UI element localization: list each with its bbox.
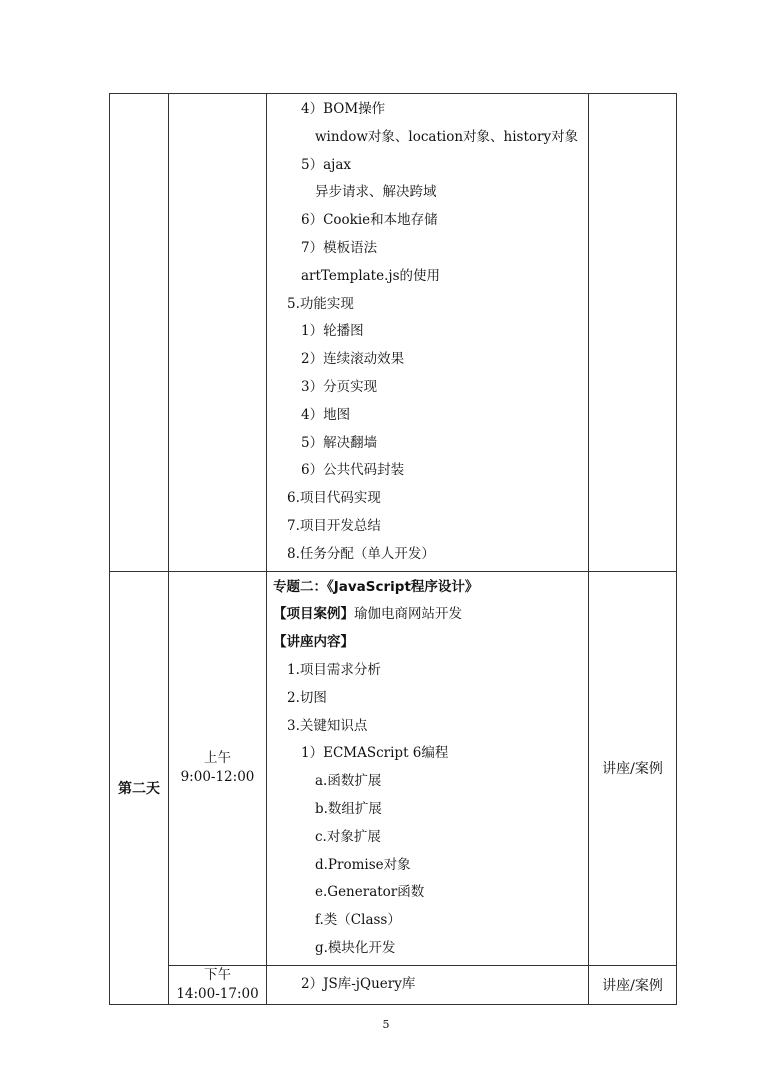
content-line: 5）ajax bbox=[301, 156, 351, 173]
content-line: g.模块化开发 bbox=[315, 939, 396, 956]
content-line: 3.关键知识点 bbox=[287, 717, 368, 734]
content-line-rest: 瑜伽电商网站开发 bbox=[354, 606, 462, 623]
content-line: d.Promise对象 bbox=[315, 856, 411, 873]
method-cell-afternoon: 讲座/案例 bbox=[589, 965, 677, 1004]
content-line: 1.项目需求分析 bbox=[287, 661, 381, 678]
time-cell-morning bbox=[169, 571, 267, 965]
content-line: 6.项目代码实现 bbox=[287, 490, 381, 507]
content-line: 2）JS库-jQuery库 bbox=[301, 975, 416, 992]
content-cell-continued bbox=[267, 94, 589, 572]
table-row-day2-afternoon bbox=[110, 965, 677, 1004]
method-cell-morning: 讲座/案例 bbox=[589, 571, 677, 965]
content-line: 6）公共代码封装 bbox=[301, 462, 405, 479]
table-row-day2-morning bbox=[110, 571, 677, 965]
content-line: 异步请求、解决跨域 bbox=[315, 184, 437, 201]
page-number: 5 bbox=[382, 1018, 390, 1031]
period-label: 下午 bbox=[204, 966, 231, 983]
content-line: e.Generator函数 bbox=[315, 884, 425, 901]
content-line: 5）解决翻墙 bbox=[301, 434, 378, 451]
content-line: c.对象扩展 bbox=[315, 828, 381, 845]
content-line: 1）轮播图 bbox=[301, 323, 364, 340]
table-row-continued bbox=[110, 94, 677, 572]
content-line: b.数组扩展 bbox=[315, 800, 382, 817]
schedule-table bbox=[109, 93, 677, 1005]
content-line: 7.项目开发总结 bbox=[287, 517, 381, 534]
content-line: 专题二：《JavaScript程序设计》 bbox=[273, 578, 479, 595]
content-line: 2.切图 bbox=[287, 689, 327, 706]
content-cell-morning bbox=[267, 571, 589, 965]
content-line: a.函数扩展 bbox=[315, 773, 382, 790]
content-line: 5.功能实现 bbox=[287, 295, 354, 312]
time-range: 9:00-12:00 bbox=[180, 769, 255, 786]
content-line: 1）ECMAScript 6编程 bbox=[301, 745, 449, 762]
content-line: 【讲座内容】 bbox=[273, 634, 354, 651]
content-line: 7）模板语法 bbox=[301, 239, 378, 256]
content-line-bold-prefix: 【项目案例】 bbox=[273, 606, 354, 623]
content-line: 4）地图 bbox=[301, 406, 351, 423]
day-cell-empty bbox=[110, 94, 169, 572]
day-label: 第二天 bbox=[110, 571, 169, 1004]
content-line: 4）BOM操作 bbox=[301, 101, 386, 117]
time-cell-empty bbox=[169, 94, 267, 572]
content-line: 6）Cookie和本地存储 bbox=[301, 212, 438, 229]
time-cell-afternoon bbox=[169, 965, 267, 1004]
content-lines bbox=[267, 96, 588, 569]
content-line bbox=[267, 601, 588, 629]
content-line: window对象、location对象、history对象 bbox=[315, 128, 579, 145]
content-line: 2）连续滚动效果 bbox=[301, 351, 405, 368]
content-cell-afternoon bbox=[267, 965, 589, 1004]
period-label: 上午 bbox=[204, 750, 231, 767]
content-line: artTemplate.js的使用 bbox=[301, 267, 441, 284]
content-lines bbox=[267, 574, 588, 963]
content-line: 8.任务分配（单人开发） bbox=[287, 545, 435, 562]
time-range: 14:00-17:00 bbox=[176, 985, 259, 1002]
method-cell-empty bbox=[589, 94, 677, 572]
content-line: f.类（Class） bbox=[315, 912, 401, 929]
content-lines bbox=[267, 971, 588, 999]
content-line: 3）分页实现 bbox=[301, 378, 378, 395]
